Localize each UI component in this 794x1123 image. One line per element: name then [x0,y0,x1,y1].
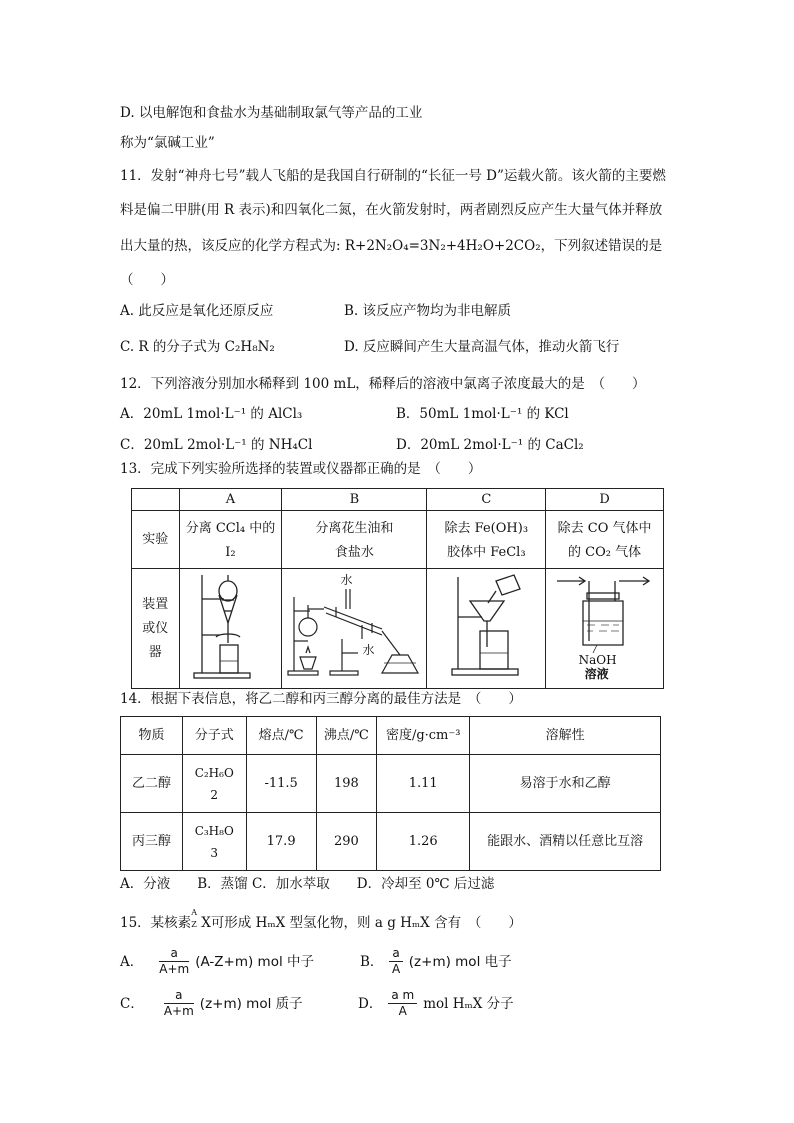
q15-option-b [360,946,512,977]
option-tail: (z+m) mol 电子 [408,953,512,970]
q14-cell: -11.5 [246,755,316,813]
q11-stem-line2: 料是偏二甲肼(用 R 表示)和四氧化二氮，在火箭发射时，两者剧烈反应产生大量气体并释放 [120,202,663,218]
separatory-funnel-icon [180,569,280,681]
q13-apparatus-c [427,569,546,689]
q11-equation: R+2N₂O₄=3N₂+4H₂O+2CO₂ [344,238,541,254]
q14-cell: C₂H₆O 2 [183,755,247,813]
water-out-label: 水 [362,642,375,657]
q14-header-cell: 溶解性 [470,717,661,755]
q13-cell: 除去 Fe(OH)₃ 胶体中 FeCl₃ [427,511,546,569]
option-tail: mol HₘX 分子 [423,995,514,1012]
fraction-denominator: A [391,962,401,976]
q13-experiment-row [132,511,664,569]
nuclide-symbol-icon: A Z [191,908,197,929]
q14-cell: 198 [316,755,376,813]
q11-stem-line3 [120,237,662,255]
q14-header-cell: 分子式 [183,717,247,755]
fraction-denominator: A+m [159,962,190,976]
fraction-numerator: a m [388,988,417,1004]
q13-header-cell: B [282,489,427,511]
q13-apparatus-d [546,569,664,689]
water-in-label: 水 [340,572,353,587]
option-tail: (A-Z+m) mol 中子 [195,953,315,970]
q13-header-cell: D [546,489,664,511]
q14-header-cell: 熔点/℃ [246,717,316,755]
q13-apparatus-row [132,569,664,689]
fraction-numerator: a [159,946,189,962]
option-label: D． [358,995,383,1012]
filtration-apparatus-icon [430,569,542,681]
q15-stem-post: 可形成 HₘX 型氢化物，则 a g HₘX 含有 （ ） [210,915,522,931]
q13-cell: 分离 CCl₄ 中的 I₂ [179,511,282,569]
q14-cell: 290 [316,813,376,871]
table-row [121,813,661,871]
q14-cell: 能跟水、酒精以任意比互溶 [470,813,661,871]
fraction-numerator: a [164,988,194,1004]
q11-option-c: C. R 的分子式为 C₂H₈N₂ [120,339,275,355]
solution-label: 溶液 [584,666,609,681]
q13-apparatus-a [179,569,282,689]
q14-cell: 17.9 [246,813,316,871]
fraction-denominator: A [398,1004,407,1018]
q12-stem: 12．下列溶液分别加水稀释到 100 mL，稀释后的溶液中氯离子浓度最大的是 （ ） [120,376,646,392]
q11-stem-line1: 11．发射“神舟七号”载人飞船的是我国自行研制的“长征一号 D”运载火箭。该火箭的主要燃 [120,168,666,184]
q15-stem [120,908,522,932]
q15-option-a [120,946,314,977]
q14-table [120,716,661,871]
q14-options: A．分液 B．蒸馏 C．加水萃取 D．冷却至 0℃ 后过滤 [120,876,495,892]
q14-cell: 丙三醇 [121,813,183,871]
q13-stem: 13．完成下列实验所选择的装置或仪器都正确的是 （ ） [120,461,482,477]
q15-nuclide: X [201,915,211,931]
fraction [388,988,417,1019]
q11-option-d: D. 反应瞬间产生大量高温气体，推动火箭飞行 [344,339,620,355]
option-label: C． [120,995,144,1012]
fraction [164,988,194,1019]
distillation-apparatus-icon [282,573,426,685]
naoh-label: NaOH [578,652,617,667]
q14-cell: 乙二醇 [121,755,183,813]
q11-option-a: A. 此反应是氧化还原反应 [120,303,274,319]
q13-header-cell [132,489,180,511]
q13-row-label: 装置 或仪 器 [132,569,180,689]
fraction [389,946,402,977]
q12-option-d: D．20mL 2mol·L⁻¹ 的 CaCl₂ [396,437,584,453]
q15-option-c [120,988,303,1019]
q13-header-cell: C [427,489,546,511]
option-label: A． [120,953,144,970]
q13-cell: 除去 CO 气体中 的 CO₂ 气体 [546,511,664,569]
q14-cell: 1.26 [377,813,470,871]
q13-table [131,488,664,689]
q14-cell: 易溶于水和乙醇 [470,755,661,813]
q13-cell: 分离花生油和 食盐水 [282,511,427,569]
q14-header-row [121,717,661,755]
q11-paren: （ ） [120,272,174,288]
q14-cell: 1.11 [377,755,470,813]
option-tail: (z+m) mol 质子 [199,995,303,1012]
q13-header-cell: A [179,489,282,511]
q13-apparatus-b [282,569,427,689]
q12-option-c: C．20mL 2mol·L⁻¹ 的 NH₄Cl [120,437,313,453]
q13-row-label: 实验 [132,511,180,569]
q14-header-cell: 密度/g·cm⁻³ [377,717,470,755]
q12-option-b: B．50mL 1mol·L⁻¹ 的 KCl [396,406,569,422]
q14-stem: 14．根据下表信息，将乙二醇和丙三醇分离的最佳方法是 （ ） [120,691,522,707]
fraction [159,946,189,977]
q11-option-b: B. 该反应产物均为非电解质 [344,303,512,319]
q11-line3-post: ，下列叙述错误的是 [540,238,663,254]
q11-line3-pre: 出大量的热，该反应的化学方程式为: [120,238,345,254]
q14-header-cell: 沸点/℃ [316,717,376,755]
q10-option-d-line2: 称为“氯碱工业” [120,135,215,151]
q14-cell: C₃H₈O 3 [183,813,247,871]
q13-header-row [132,489,664,511]
option-label: B． [360,953,384,970]
q14-header-cell: 物质 [121,717,183,755]
fraction-denominator: A+m [163,1004,194,1018]
fraction-numerator: a [389,946,402,962]
table-row [121,755,661,813]
q10-option-d-line1: D. 以电解饱和食盐水为基础制取氯气等产品的工业 [120,105,423,121]
q15-stem-pre: 15．某核素 [120,915,192,931]
q12-option-a: A．20mL 1mol·L⁻¹ 的 AlCl₃ [120,406,303,422]
q15-option-d [358,988,514,1019]
